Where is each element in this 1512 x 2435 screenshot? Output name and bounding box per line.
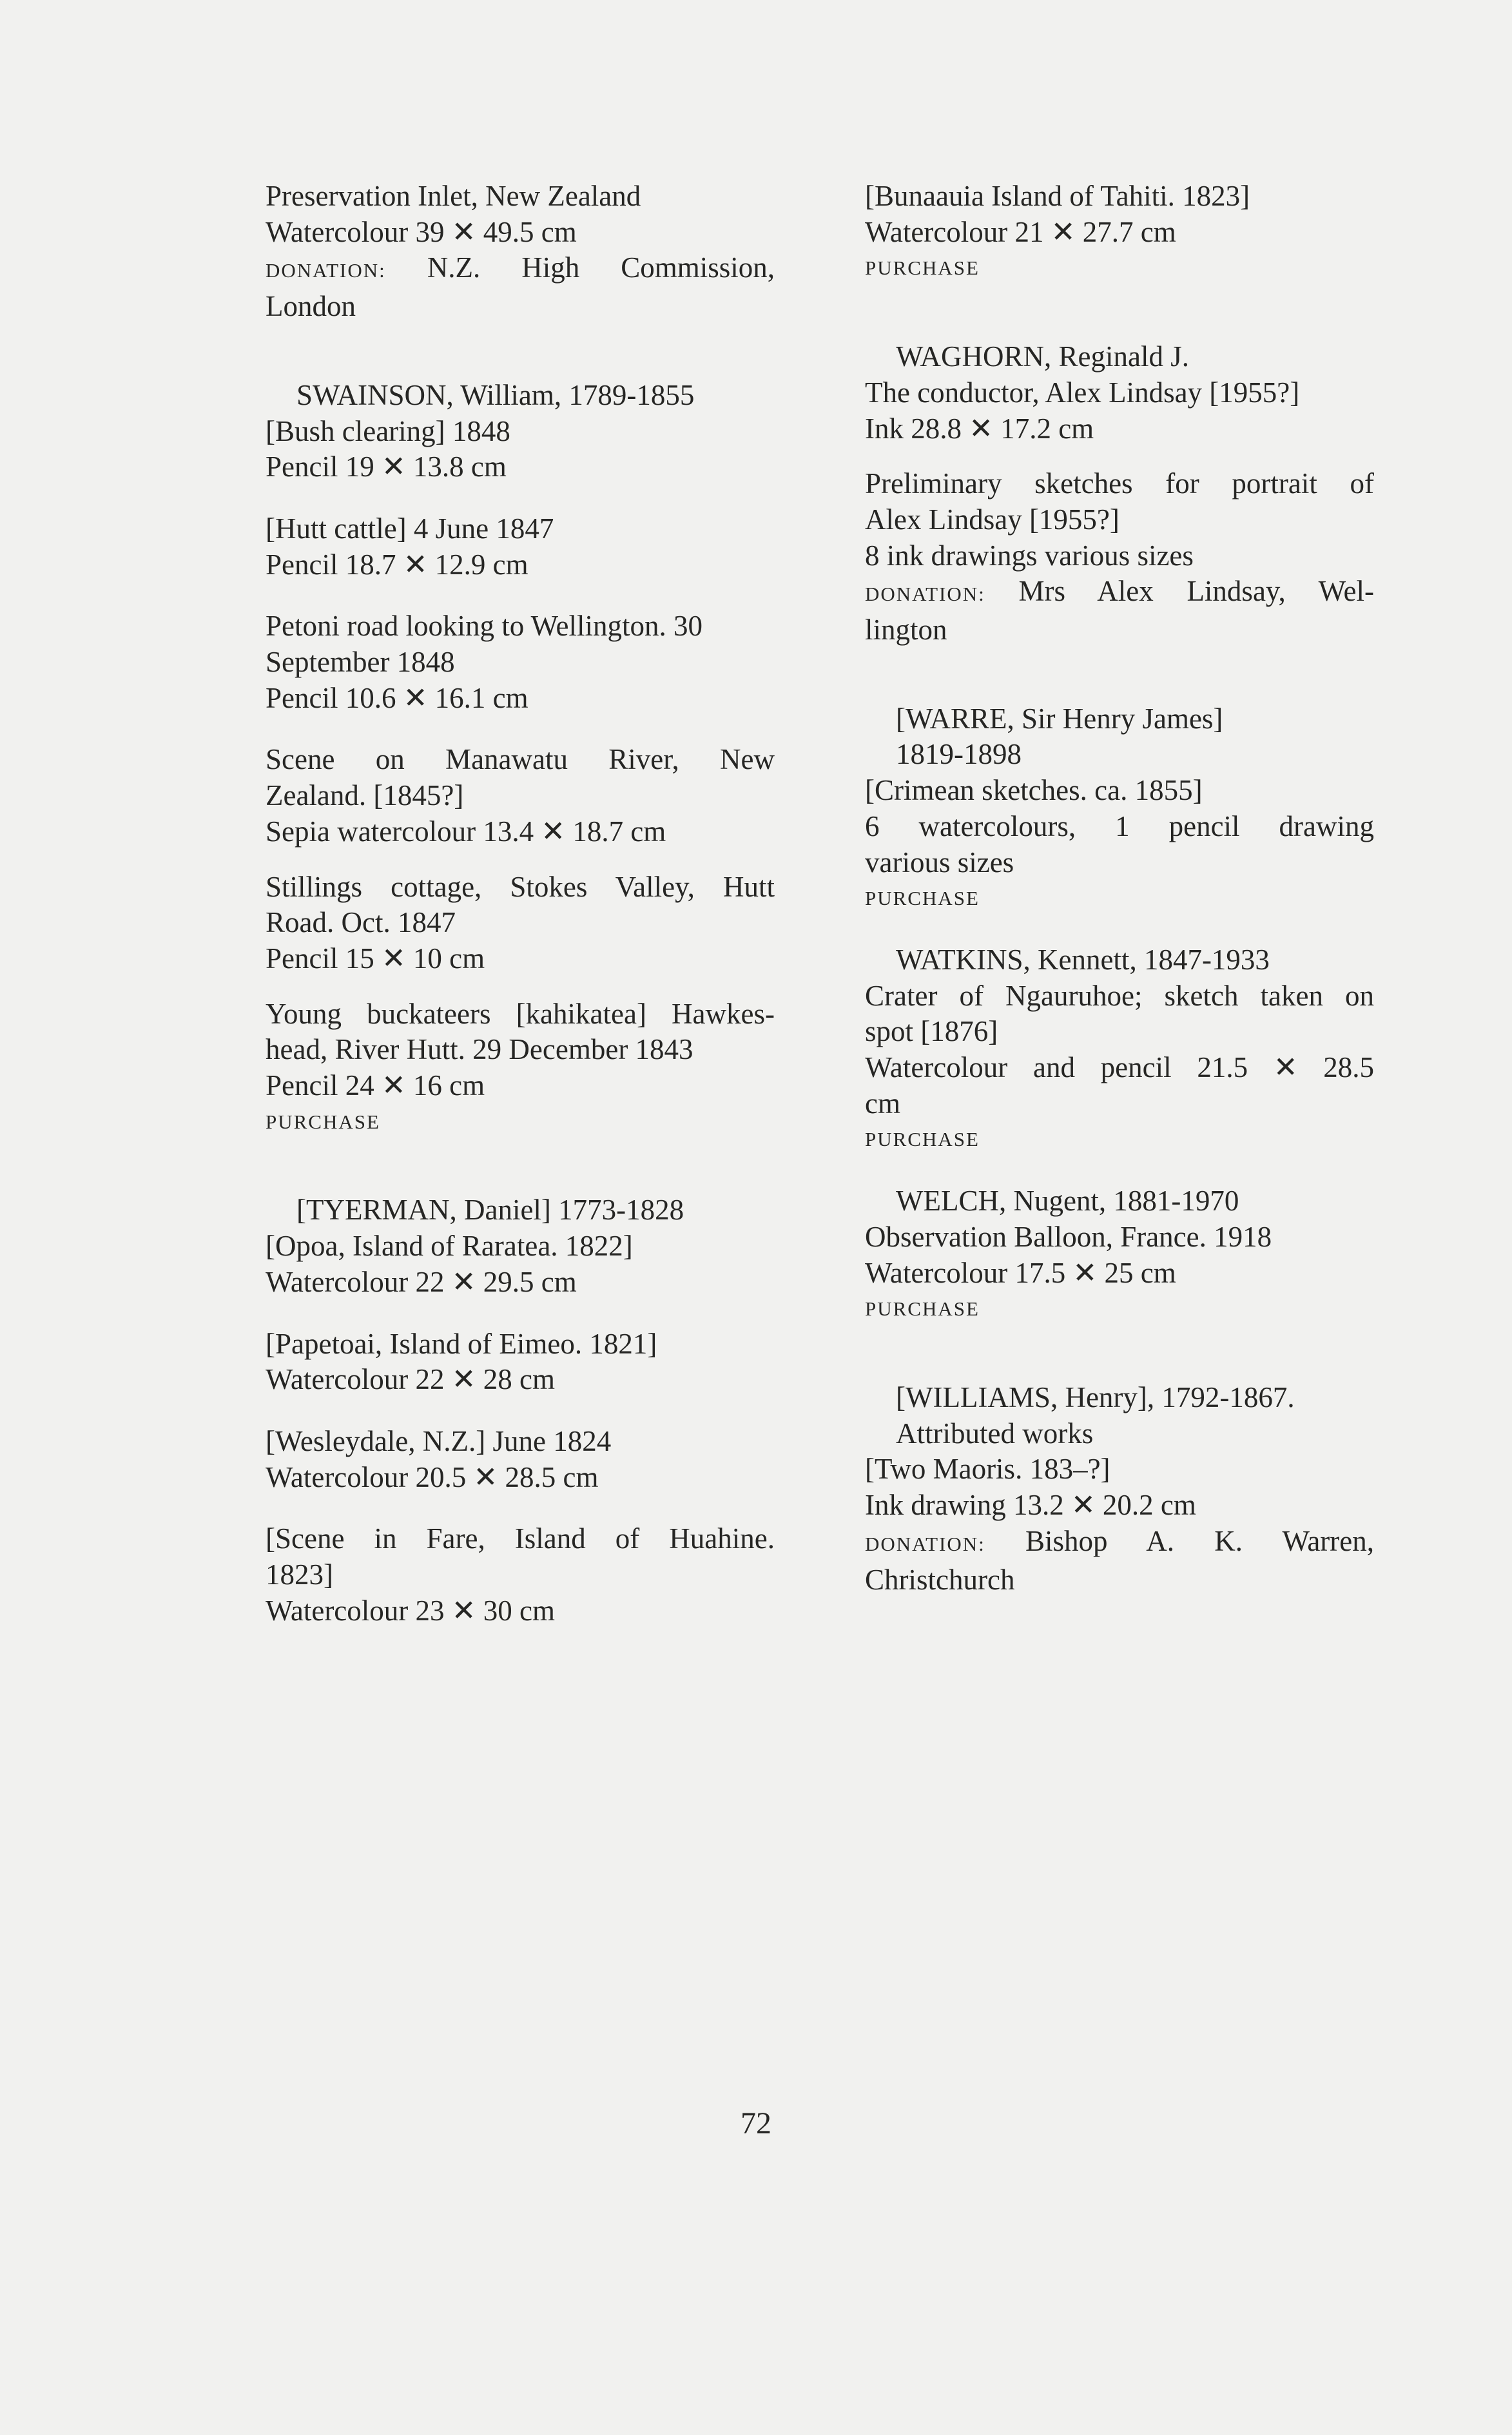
entry-spacer (865, 648, 1374, 701)
entry-spacer (266, 977, 775, 996)
entry-line: 6 watercolours, 1 pencil drawing (865, 810, 1374, 842)
entry-line: Pencil 15 ✕ 10 cm (266, 942, 485, 975)
acquisition-type: PURCHASE (266, 1110, 380, 1133)
entry-line: Pencil 18.7 ✕ 12.9 cm (266, 548, 528, 581)
entry-line: Ink 28.8 ✕ 17.2 cm (865, 412, 1094, 445)
entry-spacer (266, 850, 775, 869)
entry-line: [Bush clearing] 1848 (266, 414, 510, 447)
entry-line: Preservation Inlet, New Zealand (266, 180, 641, 212)
entry-spacer (865, 447, 1374, 466)
entry-spacer (865, 1158, 1374, 1183)
catalogue-entry (266, 869, 775, 977)
donation-line (865, 574, 1374, 612)
catalogue-entry (865, 701, 1374, 917)
entry-line: Observation Balloon, France. 1918 (865, 1220, 1272, 1253)
entry-line: Young buckateers [kahikatea] Hawkes- (266, 997, 775, 1030)
donation-label: DONATION: (865, 583, 985, 606)
entry-line: September 1848 (266, 646, 455, 679)
artist-heading: WATKINS, Kennett, 1847-1933 (896, 943, 1270, 976)
catalogue-entry (865, 466, 1374, 648)
entry-line: Scene on Manawatu River, New (266, 743, 775, 776)
catalogue-entry (266, 1192, 775, 1300)
donor-name: N.Z. High Commission, (385, 251, 775, 284)
entry-line: [Two Maoris. 183–?] (865, 1453, 1110, 1486)
entry-spacer (266, 1140, 775, 1192)
left-column (266, 179, 775, 1629)
entry-line: Road. Oct. 1847 (266, 906, 456, 939)
artist-heading: WAGHORN, Reginald J. (896, 340, 1189, 373)
catalogue-entry (266, 742, 775, 849)
entry-line: [Crimean sketches. ca. 1855] (865, 774, 1203, 807)
entry-line: Alex Lindsay [1955?] (865, 503, 1119, 536)
entry-line: Preliminary sketches for portrait of (865, 467, 1374, 500)
catalogue-entry (865, 179, 1374, 286)
entry-spacer (266, 485, 775, 511)
entry-line: head, River Hutt. 29 December 1843 (266, 1033, 693, 1066)
entry-line: Watercolour 17.5 ✕ 25 cm (865, 1256, 1176, 1289)
right-column (865, 179, 1374, 1598)
donor-name: Mrs Alex Lindsay, Wel- (985, 575, 1374, 608)
entry-line: various sizes (865, 846, 1014, 878)
entry-line: London (266, 290, 356, 323)
catalogue-entry (865, 1183, 1374, 1327)
entry-line: Ink drawing 13.2 ✕ 20.2 cm (865, 1489, 1196, 1522)
entry-spacer (266, 1398, 775, 1424)
entry-line: Stillings cottage, Stokes Valley, Hutt (266, 870, 775, 903)
catalogue-entry (266, 996, 775, 1140)
entry-spacer (865, 286, 1374, 339)
entry-line: Christchurch (865, 1563, 1015, 1596)
entry-line: Petoni road looking to Wellington. 30 (266, 610, 703, 643)
acquisition-type: PURCHASE (865, 1297, 980, 1321)
entry-line: [Scene in Fare, Island of Huahine. (266, 1522, 775, 1555)
catalogue-entry (266, 511, 775, 583)
entry-line: Zealand. [1845?] (266, 779, 464, 812)
donation-line (865, 1524, 1374, 1562)
entry-spacer (865, 917, 1374, 942)
entry-spacer (266, 716, 775, 742)
artist-heading: SWAINSON, William, 1789-1855 (296, 378, 695, 411)
acquisition-type: PURCHASE (865, 257, 980, 280)
artist-heading: WELCH, Nugent, 1881-1970 (896, 1185, 1239, 1218)
entry-line: Watercolour 20.5 ✕ 28.5 cm (266, 1460, 599, 1493)
donation-label: DONATION: (266, 259, 386, 282)
artist-heading: [WILLIAMS, Henry], 1792-1867. (896, 1381, 1295, 1413)
catalogue-entry (266, 1424, 775, 1495)
catalogue-entry (865, 339, 1374, 447)
catalogue-entry (266, 179, 775, 325)
entry-line: spot [1876] (865, 1015, 998, 1048)
donation-line (266, 250, 775, 289)
catalogue-entry (266, 1326, 775, 1398)
acquisition-type: PURCHASE (865, 1128, 980, 1151)
catalogue-entry (865, 1380, 1374, 1598)
donation-label: DONATION: (865, 1532, 985, 1555)
page-number: 72 (741, 2106, 771, 2140)
entry-line: Pencil 19 ✕ 13.8 cm (266, 451, 507, 483)
entry-line: Watercolour 22 ✕ 29.5 cm (266, 1265, 577, 1298)
catalogue-entry (266, 1521, 775, 1629)
entry-line: The conductor, Alex Lindsay [1955?] (865, 376, 1300, 409)
catalogue-entry (865, 942, 1374, 1158)
entry-line: Sepia watercolour 13.4 ✕ 18.7 cm (266, 815, 666, 848)
entry-line: lington (865, 614, 947, 646)
artist-heading: Attributed works (896, 1417, 1094, 1450)
entry-line: [Papetoai, Island of Eimeo. 1821] (266, 1327, 657, 1360)
donor-name: Bishop A. K. Warren, (985, 1524, 1374, 1557)
entry-line: 1823] (266, 1558, 333, 1591)
catalogue-entry (266, 378, 775, 485)
entry-line: [Opoa, Island of Raratea. 1822] (266, 1230, 633, 1263)
entry-line: cm (865, 1087, 900, 1120)
entry-spacer (865, 1327, 1374, 1380)
artist-heading: [TYERMAN, Daniel] 1773-1828 (296, 1194, 684, 1227)
entry-line: Watercolour 21 ✕ 27.7 cm (865, 215, 1176, 248)
entry-line: [Bunaauia Island of Tahiti. 1823] (865, 180, 1250, 212)
entry-line: 8 ink drawings various sizes (865, 539, 1194, 572)
entry-line: Pencil 24 ✕ 16 cm (266, 1069, 485, 1102)
artist-heading: 1819-1898 (896, 738, 1022, 771)
entry-line: Watercolour and pencil 21.5 ✕ 28.5 (865, 1051, 1374, 1084)
catalogue-entry (266, 608, 775, 716)
entry-line: Watercolour 23 ✕ 30 cm (266, 1594, 555, 1627)
entry-line: Watercolour 39 ✕ 49.5 cm (266, 215, 577, 248)
entry-line: Pencil 10.6 ✕ 16.1 cm (266, 681, 528, 714)
entry-spacer (266, 1301, 775, 1326)
entry-spacer (266, 583, 775, 608)
artist-heading: [WARRE, Sir Henry James] (896, 702, 1223, 735)
entry-line: [Wesleydale, N.Z.] June 1824 (266, 1424, 612, 1457)
entry-spacer (266, 1495, 775, 1521)
entry-line: Crater of Ngauruhoe; sketch taken on (865, 979, 1374, 1012)
entry-line: [Hutt cattle] 4 June 1847 (266, 512, 554, 545)
acquisition-type: PURCHASE (865, 887, 980, 910)
entry-line: Watercolour 22 ✕ 28 cm (266, 1363, 555, 1396)
entry-spacer (266, 325, 775, 378)
